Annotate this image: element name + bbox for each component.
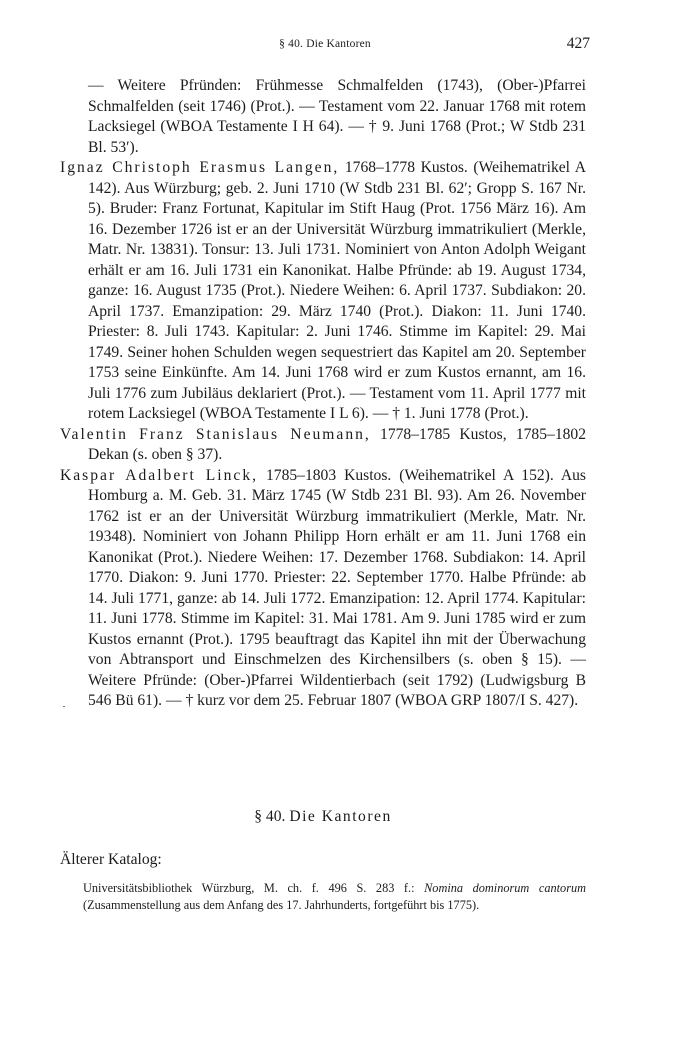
entry-name: Ignaz Christoph Erasmus Langen, bbox=[60, 159, 340, 176]
entry-text: 1768–1778 Kustos. (Weihematrikel A 142). Aus Würzburg; geb. 2. Juni 1710 (W Stdb 231 Bl. 62′; Gropp S. 167 Nr. 5). Bruder: Franz Fortunat, Kapitular im Stift Haug (Prot. 1756 März 16). Am 16. Dezember 1726 ist er an der Universität Würzburg immatrikuliert (Merkle, Matr. Nr. 13831). Tonsur: 13. Juli 1731. Nominiert von Anton Adolph Weigant erhält er am 16. Juli 1731 ein Kanonikat. Halbe Pfründe: ab 19. August 1734, ganze: 16. August 1735 (Prot.). Niedere Weihen: 6. April 1737. Subdiakon: 20. April 1737. Emanzipation: 29. März 1740 (Prot.). Diakon: 11. Juni 1740. Priester: 8. Juli 1743. Kapitular: 2. Juni 1746. Stimme im Kapitel: 29. Mai 1749. Seiner hohen Schulden wegen sequestriert das Kapitel am 20. September 1753 seine Einkünfte. Am 14. Juni 1768 wird er zum Kustos ernannt, am 16. Juli 1776 zum Jubiläus deklariert (Prot.). — Testament vom 11. April 1777 mit rotem Lacksiegel (WBOA Testamente I L 6). — † 1. Juni 1778 (Prot.). bbox=[88, 159, 586, 422]
section-title: Die Kantoren bbox=[289, 808, 392, 825]
catalog-title: Nomina dominorum cantorum bbox=[424, 881, 587, 895]
page-number: 427 bbox=[566, 35, 590, 52]
entry-linck bbox=[60, 466, 586, 712]
running-head: § 40. Die Kantoren bbox=[279, 38, 371, 50]
entry-text: 1785–1803 Kustos. (Weihematrikel A 152). Aus Homburg a. M. Geb. 31. März 1745 (W Stdb 231 Bl. 93). Am 26. November 1762 ist er an der Universität Würzburg immatrikuliert (Merkle, Matr. Nr. 19348). Nominiert von Johann Philipp Horn erhält er am 11. Juni 1768 ein Kanonikat (Prot.). Niedere Weihen: 17. Dezember 1768. Subdiakon: 14. April 1770. Diakon: 9. Juni 1770. Priester: 22. September 1770. Halbe Pfründe: ab 14. Juli 1771, ganze: ab 14. Juli 1772. Emanzipation: 12. April 1774. Kapitular: 11. Juni 1778. Stimme im Kapitel: 31. Mai 1781. Am 9. Juni 1785 wird er zum Kustos ernannt (Prot.). 1795 beauftragt das Kapitel ihn mit der Überwachung von Abtransport und Einschmelzen des Kirchensilbers (s. oben § 15). — Weitere Pfründe: (Ober-)Pfarrei Wildentierbach (seit 1792) (Ludwigsburg B 546 Bü 61). — † kurz vor dem 25. Februar 1807 (WBOA GRP 1807/I S. 427). bbox=[88, 466, 586, 709]
margin-mark bbox=[63, 706, 65, 707]
entry-langen bbox=[60, 158, 586, 425]
entry-name: Kaspar Adalbert Linck, bbox=[60, 466, 259, 484]
catalog-description: (Zusammenstellung aus dem Anfang des 17. Jahrhunderts, fortgeführt bis 1775). bbox=[83, 898, 480, 912]
catalog-entry bbox=[83, 880, 586, 914]
entry-neumann bbox=[60, 425, 586, 466]
entry-name: Valentin Franz Stanislaus Neumann, bbox=[60, 425, 371, 443]
catalog-label: Älterer Katalog: bbox=[60, 851, 162, 868]
main-text bbox=[60, 76, 586, 712]
entry-text: 1778–1785 Kustos, 1785–1802 Dekan (s. oben § 37). bbox=[88, 425, 587, 463]
section-heading bbox=[60, 808, 586, 826]
section-number: § 40. bbox=[254, 808, 286, 825]
continued-entry: — Weitere Pfründen: Frühmesse Schmalfelden (1743), (Ober-)Pfarrei Schmalfelden (seit 1746) (Prot.). — Testament vom 22. Januar 1768 mit rotem Lacksiegel (WBOA Testamente I H 64). — † 9. Juni 1768 (Prot.; W Stdb 231 Bl. 53′). bbox=[88, 77, 586, 156]
catalog-source: Universitätsbibliothek Würzburg, M. ch. f. 496 S. 283 f.: bbox=[83, 881, 425, 895]
